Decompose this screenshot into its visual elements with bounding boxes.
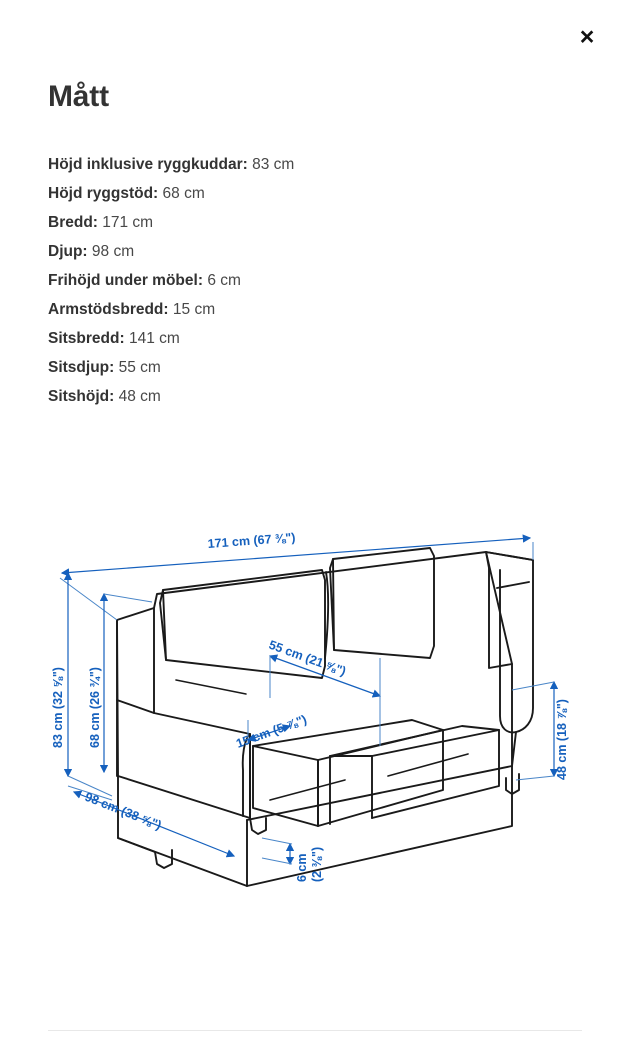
sofa-outline (117, 548, 533, 886)
spec-value: 171 cm (102, 214, 154, 231)
spec-key: Sitsbredd: (48, 330, 125, 347)
list-item (48, 295, 588, 324)
spec-key: Sitshöjd: (48, 388, 115, 405)
dimension-label-height-back: 68 cm (26 ¾") (88, 667, 102, 748)
bottom-divider (48, 1030, 582, 1031)
list-item (48, 179, 588, 208)
page-title: Mått (48, 80, 109, 113)
list-item (48, 150, 588, 179)
dimension-label-clearance-1: 6 cm (295, 853, 309, 882)
spec-value: 98 cm (91, 243, 135, 260)
spec-key: Höjd ryggstöd: (48, 185, 159, 202)
dimension-label-depth: 98 cm (38 ⅝") (82, 789, 164, 833)
spec-key: Djup: (48, 243, 88, 260)
measurements-list (48, 150, 588, 411)
list-item (48, 266, 588, 295)
sofa-dimension-drawing (0, 508, 630, 928)
dimension-label-clearance-2: (2 ⅜") (310, 846, 324, 882)
list-item (48, 353, 588, 382)
spec-key: Armstödsbredd: (48, 301, 169, 318)
close-icon: × (579, 22, 595, 51)
spec-value: 68 cm (162, 185, 205, 202)
list-item (48, 208, 588, 237)
spec-value: 83 cm (252, 156, 295, 173)
spec-value: 55 cm (118, 359, 161, 376)
dimension-label-seat-depth: 55 cm (21 ⅝") (266, 637, 348, 679)
spec-key: Bredd: (48, 214, 98, 231)
dimension-label-height-total: 83 cm (32 ⅝") (51, 667, 65, 748)
spec-value: 48 cm (118, 388, 161, 405)
list-item (48, 237, 588, 266)
list-item (48, 382, 588, 411)
dimension-label-armrest-width: 15 cm (5 ⅞") (234, 712, 309, 751)
list-item (48, 324, 588, 353)
dimension-labels (51, 530, 569, 882)
spec-value: 15 cm (172, 301, 216, 318)
spec-key: Sitsdjup: (48, 359, 115, 376)
close-button[interactable] (564, 14, 610, 60)
dimension-label-seat-height: 48 cm (18 ⅞") (555, 699, 569, 780)
spec-key: Frihöjd under möbel: (48, 272, 203, 289)
spec-value: 6 cm (207, 272, 241, 289)
dimension-label-width: 171 cm (67 ⅜") (207, 530, 296, 551)
spec-value: 141 cm (128, 330, 180, 347)
spec-key: Höjd inklusive ryggkuddar: (48, 156, 248, 173)
